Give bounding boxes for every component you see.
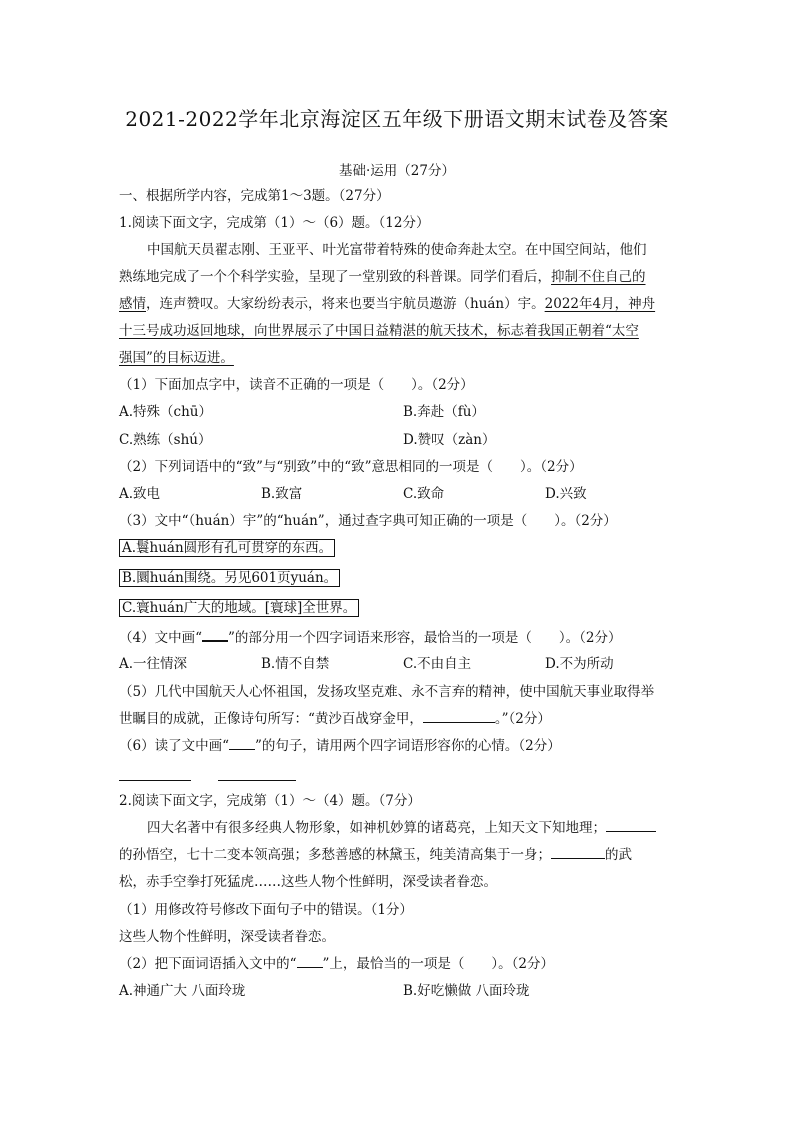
q1-sub4-option-d: D.不为所动 [545, 656, 614, 672]
answer-blank[interactable] [551, 846, 605, 859]
answer-blank[interactable] [606, 819, 656, 832]
dictionary-entry-a: A.鬟huán圆形有孔可贯穿的东西。 [119, 539, 335, 557]
section-header: 基础·运用（27分） [339, 163, 455, 179]
q1-sub2-option-a: A.致电 [119, 486, 161, 502]
q1-sub3-option-c [119, 599, 359, 617]
passage-1-line-3-text: ，连声赞叹。大家纷纷表示，将来也要当宇航员遨游（huán）宇。 [146, 296, 545, 312]
q1-sub1-stem: （1）下面加点字中，读音不正确的一项是（ ）。（2分） [119, 377, 474, 393]
q1-sub4-option-a: A.一往情深 [119, 656, 188, 672]
q1-sub6-stem [119, 737, 561, 755]
q1-sub2-stem: （2）下列词语中的“致”与“别致”中的“致”意思相同的一项是（ ）。（2分） [119, 459, 583, 475]
underlined-phrase: 抑制不住自己的 [551, 269, 646, 285]
q1-sub5-line-2-start: 世瞩目的成就，正像诗句所写：“黄沙百战穿金甲， [119, 711, 423, 727]
passage-2-line-3: 松，赤手空拳打死猛虎……这些人物个性鲜明，深受读者眷恋。 [119, 874, 497, 890]
q1-sub6-stem-end: ”的句子，请用两个四字词语形容你的心情。（2分） [255, 738, 561, 754]
question-2-stem: 2.阅读下面文字，完成第（1）～（4）题。（7分） [119, 793, 421, 809]
q1-sub1-option-b: B.奔赴（fù） [403, 404, 485, 420]
q1-sub3-option-b [119, 569, 340, 587]
passage-1-line-5: 强国”的目标迈进。 [119, 350, 234, 366]
q1-sub4-option-b: B.情不自禁 [261, 656, 330, 672]
q1-sub5-line-1: （5）几代中国航天人心怀祖国，发扬攻坚克难、永不言弃的精神，使中国航天事业取得举 [119, 684, 655, 700]
passage-2-line-2-end: 的武 [605, 847, 632, 863]
q1-sub4-stem-end: ”的部分用一个四字词语来形容，最恰当的一项是（ ）。（2分） [228, 630, 622, 646]
q2-sub2-option-b: B.好吃懒做 八面玲珑 [403, 983, 530, 999]
answer-blank[interactable] [423, 710, 495, 723]
q1-sub2-option-b: B.致富 [261, 486, 303, 502]
q1-sub1-option-c: C.熟练（shú） [119, 432, 212, 448]
passage-1-line-1: 中国航天员翟志刚、王亚平、叶光富带着特殊的使命奔赴太空。在中国空间站，他们 [147, 242, 647, 258]
passage-1-line-2-text: 熟练地完成了一个个科学实验，呈现了一堂别致的科普课。同学们看后， [119, 269, 551, 285]
q1-sub6-stem-start: （6）读了文中画“ [119, 738, 229, 754]
q1-sub3-option-a [119, 539, 335, 557]
q2-sub2-stem [119, 955, 554, 973]
passage-2-line-2 [119, 846, 632, 864]
q1-sub4-stem [119, 628, 622, 647]
q1-sub1-option-a: A.特殊（chū） [119, 404, 212, 420]
exam-title: 2021-2022学年北京海淀区五年级下册语文期末试卷及答案 [125, 107, 669, 131]
underlined-phrase-end: 感情 [119, 296, 146, 312]
passage-2-line-2-start: 的孙悟空，七十二变本领高强；多愁善感的林黛玉，纯美清高集于一身； [119, 847, 551, 863]
passage-1-line-3 [119, 295, 655, 313]
q2-sub1-sentence: 这些人物个性鲜明，深受读者眷恋。 [119, 929, 335, 945]
underline-mark-sample [229, 737, 255, 750]
passage-2-line-1-text: 四大名著中有很多经典人物形象，如神机妙算的诸葛亮，上知天文下知地理； [147, 820, 606, 836]
q1-sub1-option-d: D.赞叹（zàn） [403, 432, 496, 448]
q1-sub2-option-c: C.致命 [403, 486, 445, 502]
dictionary-entry-c: C.寰huán广大的地域。[寰球]全世界。 [119, 599, 359, 617]
dictionary-entry-b: B.圜huán围绕。另见601页yuán。 [119, 569, 340, 587]
question-1-stem: 1.阅读下面文字，完成第（1）～（6）题。（12分） [119, 215, 430, 231]
underlined-sentence-start: 2022年4月，神舟 [544, 296, 656, 312]
q2-sub2-stem-end: ”上，最恰当的一项是（ ）。（2分） [322, 956, 554, 972]
q2-sub2-stem-start: （2）把下面词语插入文中的“ [119, 956, 297, 972]
q1-sub3-stem: （3）文中“（huán）宇”的“huán”，通过查字典可知正确的一项是（ ）。（2分） [119, 513, 617, 529]
part-one-heading: 一、根据所学内容，完成第1～3题。（27分） [119, 188, 390, 204]
q1-sub4-option-c: C.不由自主 [403, 656, 472, 672]
blank-mark-sample [297, 955, 323, 968]
underline-mark-sample [202, 628, 228, 642]
q1-sub4-stem-start: （4）文中画“ [119, 630, 202, 646]
answer-blank-1[interactable] [119, 780, 191, 781]
q2-sub2-option-a: A.神通广大 八面玲珑 [119, 983, 246, 999]
q1-sub5-line-2-end: 。”（2分） [494, 711, 551, 727]
q2-sub1-stem: （1）用修改符号修改下面句子中的错误。（1分） [119, 902, 413, 918]
passage-1-line-2 [119, 268, 646, 286]
passage-1-line-4: 十三号成功返回地球，向世界展示了中国日益精湛的航天技术，标志着我国正朝着“太空 [119, 323, 639, 339]
passage-2-line-1 [147, 819, 656, 837]
q1-sub5-line-2 [119, 710, 551, 728]
q1-sub2-option-d: D.兴致 [545, 486, 587, 502]
answer-blank-2[interactable] [218, 780, 296, 781]
